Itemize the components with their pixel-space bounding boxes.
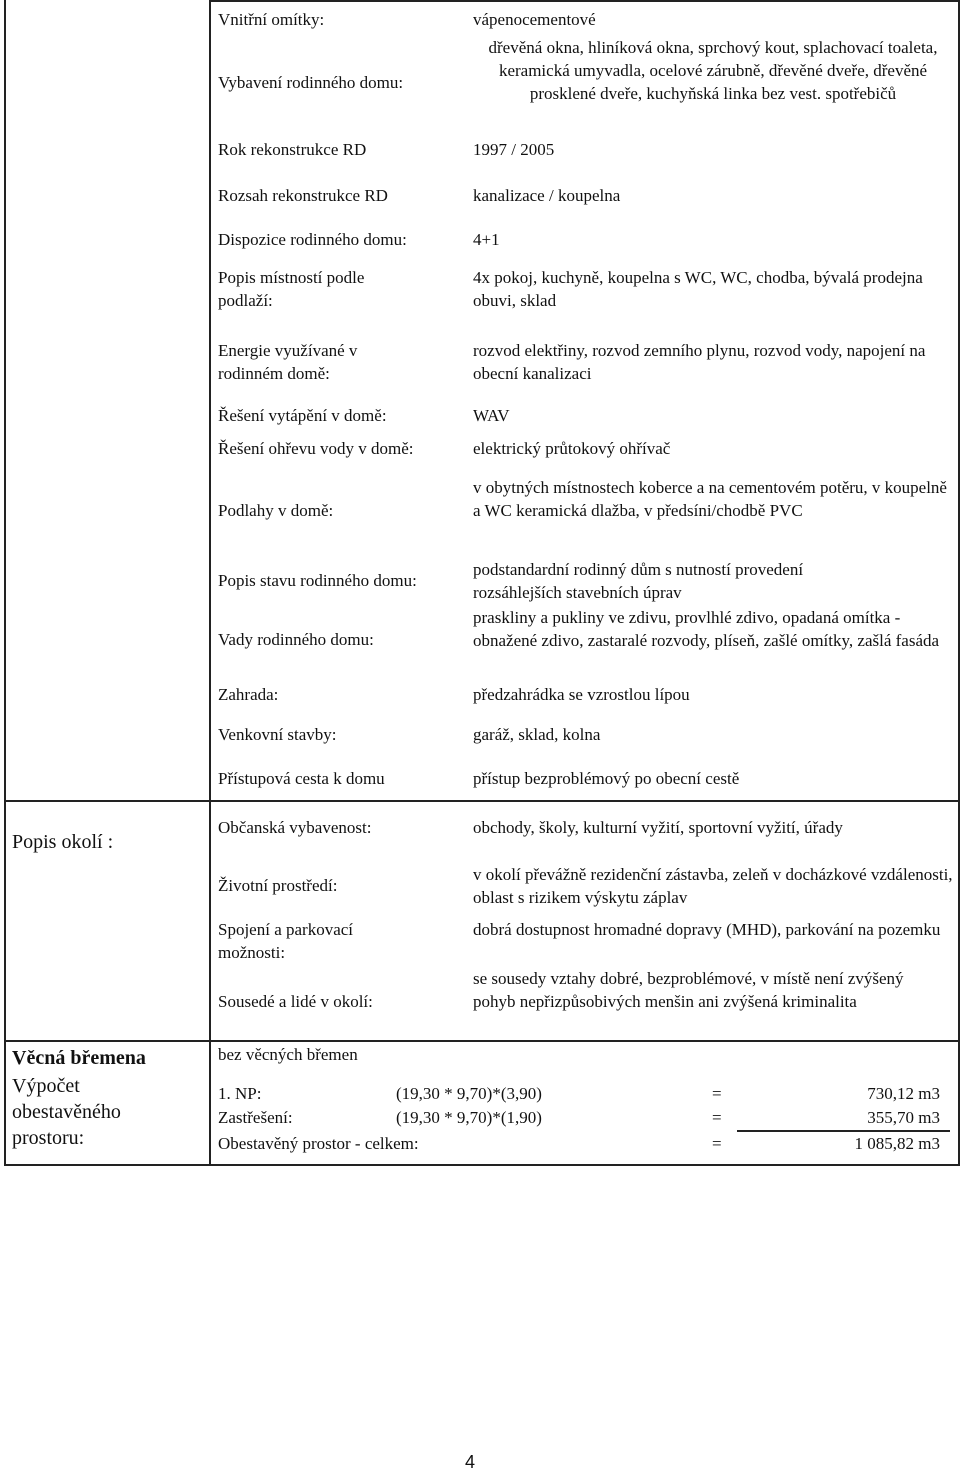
value-equipment: dřevěná okna, hliníková okna, sprchový kout, splachovací toaleta, keramická umyvadla, ocelové zárubně, dřevěné dveře, dřevěné prosklené dveře, kuchyňská linka bez vest. spotřebičů: [488, 38, 938, 103]
label-heating: Řešení vytápění v domě:: [218, 406, 387, 425]
label-internal-plaster: Vnitřní omítky:: [218, 10, 325, 29]
volume-formula: (19,30 * 9,70)*(1,90): [396, 1108, 542, 1127]
value-internal-plaster: vápenocementové: [473, 10, 596, 29]
label-defects: Vady rodinného domu:: [218, 630, 374, 649]
value-floors: v obytných místnostech koberce a na cementovém potěru, v koupelně a WC keramická dlažba, v předsíni/chodbě PVC: [473, 478, 947, 520]
label-layout: Dispozice rodinného domu:: [218, 230, 407, 249]
left-border: [4, 0, 6, 1166]
page-number: 4: [464, 1452, 475, 1472]
value-defects: praskliny a pukliny ve zdivu, provlhlé zdivo, opadaná omítka - obnažené zdivo, zastaralé rozvody, plíseň, zašlé omítky, zašlá fasáda: [473, 608, 940, 650]
volume-result: 730,12 m3: [867, 1084, 940, 1103]
value-transport-parking: dobrá dostupnost hromadné dopravy (MHD), parkování na pozemku: [473, 920, 941, 939]
value-outbuildings: garáž, sklad, kolna: [473, 725, 601, 744]
label-access-road: Přístupová cesta k domu: [218, 769, 385, 788]
value-neighbours: se sousedy vztahy dobré, bezproblémové, v místě není zvýšený pohyb nepřizpůsobivých menšin ani zvýšená kriminalita: [473, 969, 904, 1011]
label-outbuildings: Venkovní stavby:: [218, 725, 337, 744]
value-rooms: 4x pokoj, kuchyně, koupelna s WC, WC, chodba, bývalá prodejna obuvi, sklad: [473, 268, 923, 310]
volume-heading-line2: obestavěného: [12, 1101, 121, 1123]
volume-row-total: [218, 1132, 940, 1156]
volume-heading-line3: prostoru:: [12, 1127, 85, 1149]
volume-result: 355,70 m3: [867, 1108, 940, 1127]
volume-equals: =: [712, 1108, 722, 1127]
easements-heading: Věcná břemena: [12, 1047, 146, 1069]
value-energy: rozvod elektřiny, rozvod zemního plynu, rozvod vody, napojení na obecní kanalizaci: [473, 341, 926, 383]
bottom-rule: [4, 1164, 960, 1166]
volume-label: Zastřešení:: [218, 1108, 293, 1127]
volume-heading-line1: Výpočet: [12, 1075, 80, 1097]
value-easements: bez věcných břemen: [218, 1045, 358, 1064]
volume-row-roof: [218, 1106, 940, 1130]
volume-result: 1 085,82 m3: [854, 1134, 940, 1153]
label-reconstruction-scope: Rozsah rekonstrukce RD: [218, 186, 388, 205]
section-rule-surroundings: [4, 800, 960, 802]
top-rule: [209, 0, 960, 2]
value-garden: předzahrádka se vzrostlou lípou: [473, 685, 690, 704]
value-layout: 4+1: [473, 230, 500, 249]
value-environment: v okolí převážně rezidenční zástavba, zeleň v docházkové vzdálenosti, oblast s rizikem výskytu záplav: [473, 865, 953, 907]
column-divider: [209, 0, 211, 1166]
label-civic-amenities: Občanská vybavenost:: [218, 818, 372, 837]
value-reconstruction-year: 1997 / 2005: [473, 140, 555, 159]
label-floors: Podlahy v domě:: [218, 501, 334, 520]
value-access-road: přístup bezproblémový po obecní cestě: [473, 769, 740, 788]
volume-equals: =: [712, 1134, 722, 1153]
volume-formula: (19,30 * 9,70)*(3,90): [396, 1084, 542, 1103]
volume-row-1np: [218, 1082, 940, 1106]
surroundings-heading: Popis okolí :: [12, 831, 114, 853]
value-water-heating: elektrický průtokový ohřívač: [473, 439, 671, 458]
label-neighbours: Sousedé a lidé v okolí:: [218, 992, 373, 1011]
label-water-heating: Řešení ohřevu vody v domě:: [218, 439, 414, 458]
label-environment: Životní prostředí:: [218, 876, 338, 895]
label-house-condition: Popis stavu rodinného domu:: [218, 571, 417, 590]
label-reconstruction-year: Rok rekonstrukce RD: [218, 140, 367, 159]
volume-label: 1. NP:: [218, 1084, 262, 1103]
label-transport-parking: Spojení a parkovací možnosti:: [218, 920, 354, 962]
label-garden: Zahrada:: [218, 685, 279, 704]
volume-label: Obestavěný prostor - celkem:: [218, 1134, 419, 1153]
section-rule-easements: [4, 1040, 960, 1042]
label-rooms: Popis místností podle podlaží:: [218, 268, 365, 310]
value-reconstruction-scope: kanalizace / koupelna: [473, 186, 621, 205]
value-civic-amenities: obchody, školy, kulturní vyžití, sportovní vyžití, úřady: [473, 818, 843, 837]
label-energy: Energie využívané v rodinném domě:: [218, 341, 358, 383]
volume-equals: =: [712, 1084, 722, 1103]
value-house-condition: podstandardní rodinný dům s nutností provedení rozsáhlejších stavebních úprav: [473, 560, 804, 602]
value-heating: WAV: [473, 406, 510, 425]
label-equipment: Vybavení rodinného domu:: [218, 73, 404, 92]
